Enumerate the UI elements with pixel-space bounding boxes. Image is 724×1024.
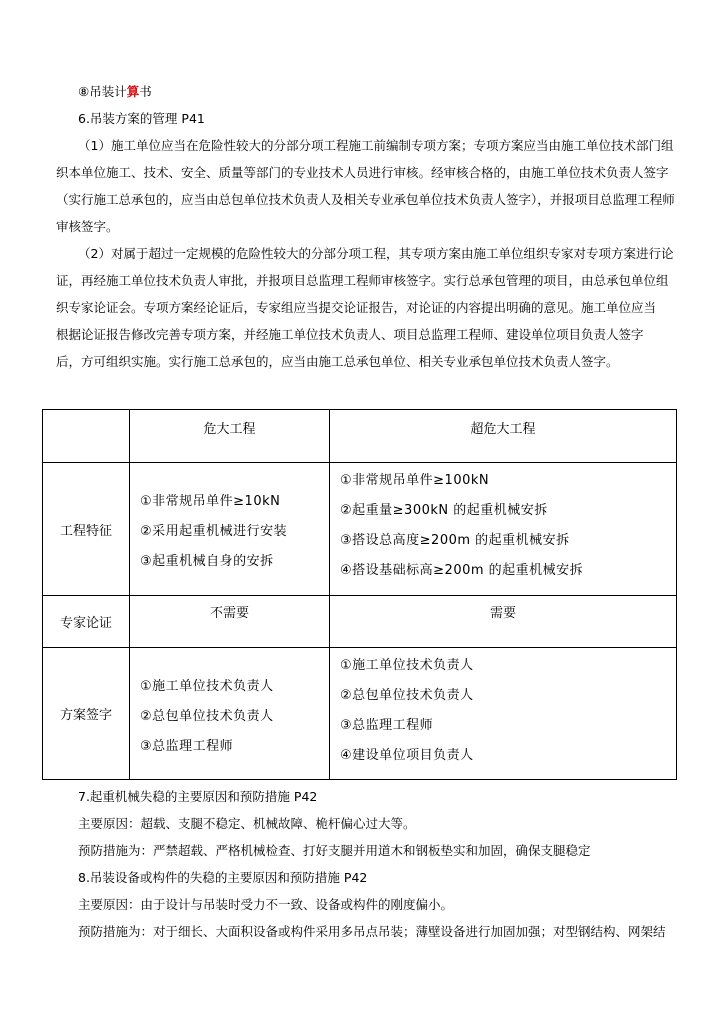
section8-prevention: 预防措施为：对于细长、大面积设备或构件采用多吊点吊装；薄壁设备进行加固加强；对型钢结构、网架结	[78, 924, 666, 939]
table-row	[43, 463, 677, 596]
table-cell: 需要	[330, 596, 677, 648]
section7-prevention: 预防措施为：严禁超载、严格机械检查、打好支腿并用道木和钢板垫实和加固，确保支腿稳定	[78, 843, 591, 858]
para1-line: （1）施工单位应当在危险性较大的分部分项工程施工前编制专项方案；专项方案应当由施工单位技术部门组	[78, 138, 674, 153]
highlighted-char: 算	[126, 84, 140, 99]
table-header-cell: 危大工程	[130, 410, 330, 463]
list-item: ②总包单位技术负责人	[340, 687, 474, 703]
list-item: ①施工单位技术负责人	[140, 678, 274, 694]
section7-cause: 主要原因：超载、支腿不稳定、机械故障、桅杆偏心过大等。	[78, 816, 416, 831]
table-cell	[130, 648, 330, 780]
list-item: ②总包单位技术负责人	[140, 708, 274, 724]
feature-list	[130, 481, 329, 577]
list-item: ②起重量≥300kN 的起重机械安拆	[340, 503, 548, 518]
section6-title: 6.吊装方案的管理 P41	[78, 111, 205, 126]
para2-line: 证，再经施工单位技术负责人审批，并报项目总监理工程师审核签字。实行总承包管理的项目，由总承包单位组	[56, 273, 669, 288]
signer-list	[330, 651, 676, 771]
table-cell: 不需要	[130, 596, 330, 648]
row-label: 专家论证	[43, 596, 130, 648]
para1-line: 审核签字。	[56, 219, 119, 234]
table-row	[43, 596, 677, 648]
table-cell	[330, 648, 677, 780]
para2-line: 根据论证报告修改完善专项方案，并经施工单位技术负责人、项目总监理工程师、建设单位项目负责人签字	[56, 327, 644, 342]
table-header-row	[43, 410, 677, 463]
section8-cause: 主要原因：由于设计与吊装时受力不一致、设备或构件的刚度偏小。	[78, 897, 454, 912]
list-item: ③总监理工程师	[140, 738, 234, 754]
table-cell	[130, 463, 330, 596]
list-item: ③起重机械自身的安拆	[140, 554, 274, 569]
signer-list	[130, 666, 329, 762]
section8-title: 8.吊装设备或构件的失稳的主要原因和预防措施 P42	[78, 870, 368, 885]
para2-line: 后，方可组织实施。实行施工总承包的，应当由施工总承包单位、相关专业承包单位技术负责人签字。	[56, 354, 619, 369]
list-item: ①施工单位技术负责人	[340, 657, 474, 673]
section7-title: 7.起重机械失稳的主要原因和预防措施 P42	[78, 789, 318, 804]
table-cell	[330, 463, 677, 596]
para2-line: 织专家论证会。专项方案经论证后，专家组应当提交论证报告，对论证的内容提出明确的意见。施工单位应当	[56, 300, 657, 315]
feature-list	[330, 466, 676, 586]
list-item: ③总监理工程师	[340, 717, 434, 733]
row-label: 方案签字	[43, 648, 130, 780]
table-row	[43, 648, 677, 780]
para2-line: （2）对属于超过一定规模的危险性较大的分部分项工程，其专项方案由施工单位组织专家对专项方案进行论	[78, 246, 674, 261]
table-header-cell: 超危大工程	[330, 410, 677, 463]
comparison-table	[42, 409, 677, 780]
list-item: ②采用起重机械进行安装	[140, 524, 288, 539]
para1-line: （实行施工总承包的，应当由总包单位技术负责人及相关专业承包单位技术负责人签字），并报项目总监理工程师	[56, 192, 675, 207]
item8-line: ⑧吊装计算书	[78, 84, 152, 99]
list-item: ①非常规吊单件≥10kN	[140, 494, 281, 509]
list-item: ④搭设基础标高≥200m 的起重机械安拆	[340, 563, 584, 578]
table-header-cell	[43, 410, 130, 463]
list-item: ③搭设总高度≥200m 的起重机械安拆	[340, 533, 570, 548]
list-item: ①非常规吊单件≥100kN	[340, 473, 490, 488]
para1-line: 织本单位施工、技术、安全、质量等部门的专业技术人员进行审核。经审核合格的，由施工单位技术负责人签字	[56, 165, 669, 180]
row-label: 工程特征	[43, 463, 130, 596]
list-item: ④建设单位项目负责人	[340, 747, 474, 763]
